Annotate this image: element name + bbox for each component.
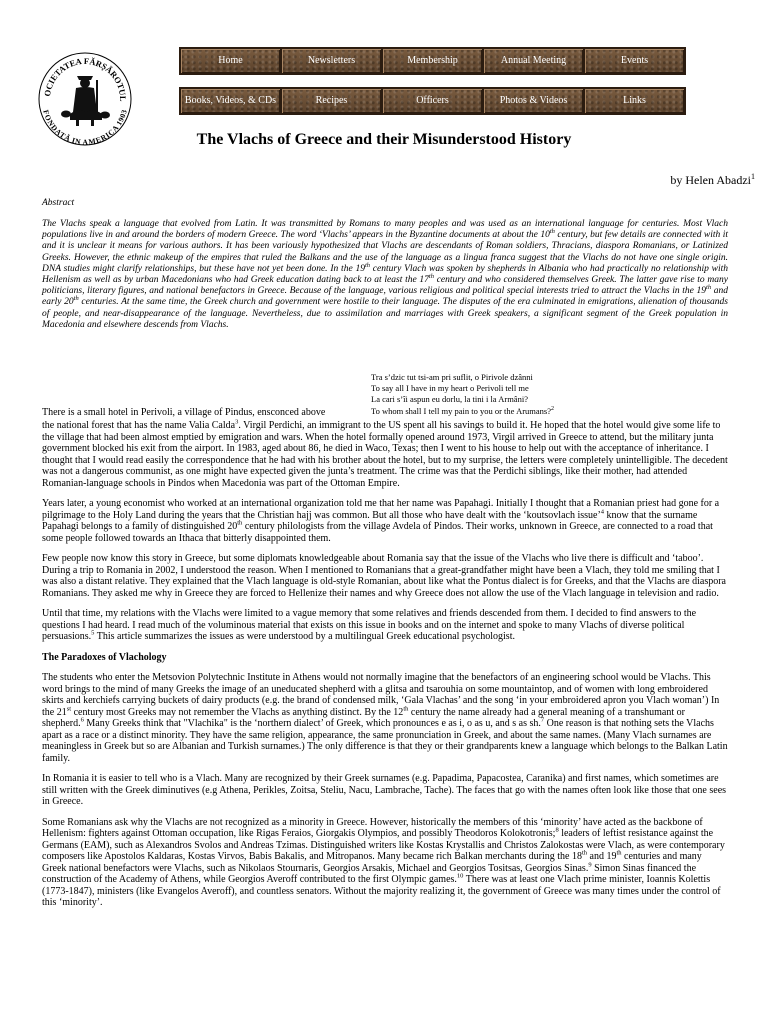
nav-recipes-button[interactable]: Recipes [280, 87, 383, 115]
footnote-ref[interactable]: 8 [555, 826, 559, 834]
text-run: and 19 [587, 851, 617, 862]
footnote-ref[interactable]: th [581, 849, 588, 857]
text-run: century most Greeks may not remember the Vlachs as anything distinct. By the 12 [71, 706, 404, 718]
poem-line [371, 372, 554, 383]
text-run: Many Greeks think that "Vlachika" is the ‘northern dialect’ of Greek, which pronounces e as i, o as u, and s as sh. [83, 718, 541, 729]
footnote-ref[interactable]: st [66, 705, 72, 713]
article-byline [670, 172, 755, 188]
text-run: leaders of leftist resistance against the Germans (EAM), such as Alexandros Svolos and Andreas Tzimas. Distinguished writers like Kostas Krystallis and Christos Zalokostas were Vlach, as were contemporary composers like Apostolos Kaldaras, Kostas Virvos, Babis Bakalis, and Mitropanos. Many became rich Balkan merchants during the 18 [42, 828, 725, 862]
text-run: Simon Sinas financed the construction of the Academy of Athens, while Georgios Averoff contributed to the first Olympic games. [42, 862, 697, 885]
footnote-ref[interactable]: 1 [751, 172, 755, 181]
text-run: century philologists from the village Avdela of Pindos. Their works, unknown in Greece, are connected to a road that some people followed towards an Ithaca that bitterly disappointed them. [42, 521, 713, 544]
main-navigation [179, 47, 711, 115]
nav-home-button[interactable]: Home [179, 47, 282, 75]
body-paragraph [42, 773, 728, 808]
poem-line [371, 383, 554, 394]
footnote-ref[interactable]: 5 [91, 629, 95, 637]
text-run: Tra s’dzic tut tsi-am pri suflit, o Pirivole dzânni [371, 372, 533, 382]
abstract-text [42, 219, 728, 331]
logo-text-bottom: FONDATĂ IN AMERICA 1903 [41, 108, 129, 147]
author-name: by Helen Abadzi [670, 173, 751, 187]
text-run: century, but few details are connected with it and it is unclear it means for various authors. It has been variously hypothesized that Vlachs are descendants of Roman soldiers, Thracians, diaspora Romanians, or Latinized Greeks. However, the ethnic makeup of the empires that ruled the Balkans and the use of the language as a lingua franca suggest that the Vlachs do not have one single origin. DNA studies might clarify relationships, but these have not yet been done. In the 19 [42, 230, 728, 274]
footnote-ref[interactable]: 9 [588, 861, 592, 869]
text-run: Until that time, my relations with the Vlachs were limited to a vague memory that some relatives and friends descended from them. I decided to find answers to the questions I had heard. I read much of the voluminous material that exists on this issue in books and on the internet and spoke to many Vlachs of diverse political persuasions. [42, 608, 697, 642]
text-run: This article summarizes the issues as were understood by a multilingual Greek educational psychologist. [94, 631, 515, 642]
footnote-ref[interactable]: 6 [80, 716, 84, 724]
footnote-ref[interactable]: 3 [235, 418, 239, 426]
footnote-ref[interactable]: th [706, 284, 712, 292]
body-paragraph [42, 553, 728, 599]
text-run: To say all I have in my heart o Perivoli tell me [371, 383, 529, 394]
text-run: To whom shall I tell my pain to you or the Arumans? [371, 405, 552, 416]
section-heading: The Paradoxes of Vlachology [42, 651, 167, 663]
text-run: Few people now know this story in Greece, but some diplomats knowledgeable about Romania say that the issue of the Vlachs who live there is difficult and ‘taboo’. During a trip to Romania in 2002, I understood the reason. When I mentioned to Romanians that a great-grandfather might have been a Vlach, they told me smiling that I was also a distant relative. They explained that the Vlach language is old-style Romanian, about like what the Pontus dialect is for Greeks, and that the Vlachs are diaspora Romanians. They asked me why in Greece they are forced to Hellenize their names and why Greece does not allow the use of the Vlach language in television and radio. [42, 553, 726, 599]
text-run: La cari s’îi aspun eu dorlu, la tini i la Armâni? [371, 394, 528, 405]
text-run: the national forest that has the name Valia Calda [42, 420, 236, 431]
poem-line [371, 394, 554, 405]
text-run: centuries. At the same time, the Greek church and government were hostile to their language. The disputes of the era culminated in emigrations, alienation of thousands of people, and near-disappearance of the language. Nevertheless, due to assimilation and marriages with Greek speakers, a significant segment of the Greek population in Macedonia and elsewhere descends from Vlachs. [42, 297, 728, 330]
poem-line [371, 406, 554, 417]
body-paragraph [42, 608, 728, 643]
text-run: Some Romanians ask why the Vlachs are not recognized as a minority in Greece. However, historically the members of this ‘minority’ have acted as the backbone of Hellenism: fighters against Ottoman occupation, like Rigas Feraios, Giorgakis Olympios, and possibly Theodoros Kolokotronis; [42, 816, 703, 839]
text-run: There was at least one Vlach prime minister, Ioannis Kolettis (1773-1847), ministers (like Evangelos Averoff), and countless senators. Without the majority realizing it, the government of Greece was many times under the control of this ‘minority’. [42, 874, 721, 908]
text-run: century Vlach was spoken by shepherds in Albania who had practically no relationship with Hellenism as well as by urban Macedonians who had Greek education dating back to at least the 17 [42, 263, 728, 286]
footnote-ref[interactable]: th [403, 705, 409, 713]
text-run: The Vlachs speak a language that evolved from Latin. It was transmitted by Romans to many peoples and was used as an international language for centuries. Most Vlach populations live in and around the borders of modern Greece. The word ‘Vlachs’ appears in the Byzantine documents at about the 10 [42, 219, 728, 241]
body-first-line: There is a small hotel in Perivoli, a village of Pindus, ensconced above [42, 407, 326, 418]
text-run: century the name already had a general meaning of a transhumant or shepherd. [42, 706, 685, 729]
footnote-ref[interactable]: th [364, 261, 371, 269]
text-run: . Virgil Perdichi, an immigrant to the US spent all his savings to build it. He hoped that the hotel would give some life to the village that had been almost emptied by emigration and wars. When the hotel formally opened around 1973, Virgil arrived in Greece to attend, but the military junta government blocked his exit from the airport. In 1983, aged about 86, he died in Waco, Texas; then I went to his house to help out with the acceptance of inheritance. I thought that I would read easily the correspondence that he had with his brother about the hotel, but to my surprise, the letters were completely unintelligible. The decedent was not a dangerous communist, as one might have expected given the junta’s treatment. The crime was that the Perdichi siblings, like their mother, had attended Romanian-language schools in Pindos when Macedonia was part of the Ottoman Empire. [42, 420, 728, 489]
text-run: centuries and many Greek national benefactors were Vlachs, such as Nikolaos Stournaris, Georgios Arsakis, Michael and Georgios Tositsas, Georgios Sinas. [42, 851, 702, 874]
text-run: know that the surname Papahagi belongs to a family of distinguished 20 [42, 509, 698, 532]
footnote-ref[interactable]: 7 [540, 716, 545, 724]
footnote-ref[interactable]: th [549, 228, 555, 236]
footnote-ref[interactable]: 2 [551, 405, 555, 412]
nav-officers-button[interactable]: Officers [381, 87, 484, 115]
abstract-label: Abstract [42, 198, 75, 208]
poem-epigraph [371, 372, 554, 417]
text-run: Years later, a young economist who worked at an international organization told me that her name was Papahagi. Initially I thought that a Romanian priest had gone for a pilgrimage to the Holy Land during the years that the Christian hajj was common. But all those who have dealt with the ‘koutsovlach issue’ [42, 498, 720, 521]
text-run: In Romania it is easier to tell who is a Vlach. Many are recognized by their Greek surnames (e.g. Papadima, Papacostea, Caranika) and first names, which sometimes are still written with the Greek diminutives (e.g Athena, Perikles, Zoitsa, Steliu, Nacu, Lambrache, Tache). The faces that go with the names often look like those that one sees in Greece. [42, 773, 727, 807]
text-run: One reason is that nothing sets the Vlachs apart as a race or a distinct minority. They have the same religion, appearance, the same pronunciation in Greek, and about the same names. (Many Vlach surnames are meaningless in Greek but so are Albanian and Turkish surnames.) The only difference is that they or their grandparents knew a language which belongs to the Balkan Latin family. [42, 718, 728, 764]
nav-events-button[interactable]: Events [583, 47, 686, 75]
nav-annual-meeting-button[interactable]: Annual Meeting [482, 47, 585, 75]
nav-membership-button[interactable]: Membership [381, 47, 484, 75]
footnote-ref[interactable]: th [237, 519, 243, 527]
nav-photos-videos-button[interactable]: Photos & Videos [482, 87, 585, 115]
footnote-ref[interactable]: th [616, 849, 622, 857]
text-run: century and who considered themselves Greek. The latter gave rise to many politicians, literary figures, and national benefactors in Greece. Because of the language, various religious and political special interests tried to attract the Vlachs in the 19 [42, 275, 728, 297]
footnote-ref[interactable]: 10 [456, 872, 464, 880]
article-body [42, 420, 728, 918]
footnote-ref[interactable]: th [428, 272, 434, 280]
nav-links-button[interactable]: Links [583, 87, 686, 115]
nav-books-videos-cds-button[interactable]: Books, Videos, & CDs [179, 87, 282, 115]
footnote-ref[interactable]: 4 [600, 508, 605, 516]
text-run: and early 20 [42, 286, 728, 308]
logo-text-top: OCIETATEA FĂRŞĂROTUL [42, 55, 129, 102]
footnote-ref[interactable]: th [73, 295, 79, 303]
body-paragraph [42, 498, 728, 544]
body-paragraph [42, 672, 728, 764]
article-title: The Vlachs of Greece and their Misunderstood History [196, 131, 572, 148]
text-run: The students who enter the Metsovion Polytechnic Institute in Athens would not normally imagine that the benefactors of an engineering school would be Vlachs. This word brings to the mind of many Greeks the image of an uneducated shepherd with a glitsa and tsarouhia on some mountaintop, and of women with long embroidered skirts and kerchiefs carrying buckets of dairy products (e.g. the brand of condensed milk, ‘Gala Vlachas’ and the song ‘in your embroidered apron you Vlach woman’) In the 21 [42, 672, 720, 718]
body-paragraph [42, 420, 728, 489]
body-paragraph [42, 817, 728, 909]
nav-newsletters-button[interactable]: Newsletters [280, 47, 383, 75]
